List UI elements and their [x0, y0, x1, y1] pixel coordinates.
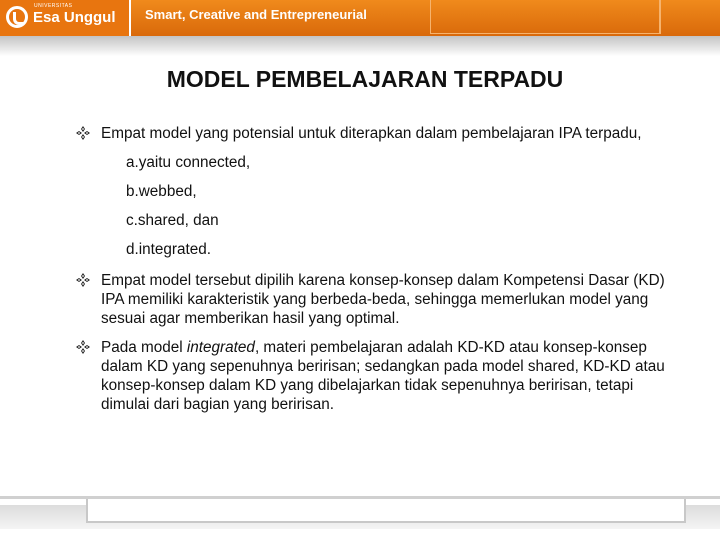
sub-item: b.webbed, [126, 183, 197, 200]
header-divider [129, 0, 131, 36]
logo-text: Esa Unggul [33, 9, 116, 26]
university-logo [0, 0, 130, 36]
sub-item: c.shared, dan [126, 212, 219, 229]
bullet-text-start: Pada model [101, 339, 187, 356]
diamond-bullet-icon [76, 273, 90, 287]
bullet-item [76, 338, 686, 414]
bullet-text-end: , materi pembelajaran adalah KD-KD atau konsep-konsep dalam KD yang sepenuhnya beririsan; sedangkan pada model shared, KD-KD atau konsep-konsep dalam KD yang dibelajarkan tidak sepenuhnya beririsan, tetapi dimulai dari bagian yang beririsan. [101, 339, 665, 413]
bullet-text-italic: integrated [186, 339, 255, 356]
header-decor-box [430, 0, 660, 34]
diamond-bullet-icon [76, 126, 90, 140]
sub-item: a.yaitu connected, [126, 154, 251, 171]
bullet-item [76, 124, 686, 259]
slide-content [76, 124, 686, 414]
slide-title: MODEL PEMBELAJARAN TERPADU [166, 66, 564, 92]
footer-bottom [0, 529, 720, 540]
diamond-bullet-icon [76, 340, 90, 354]
logo-emblem-icon [6, 6, 28, 28]
bullet-text: Empat model tersebut dipilih karena konsep-konsep dalam Kompetensi Dasar (KD) IPA memiliki karakteristik yang berbeda-beda, sehingga memerlukan model yang sesuai agar memberikan hasil yang optimal. [101, 272, 665, 327]
header-bar [0, 0, 720, 36]
footer-frame [86, 499, 686, 523]
sub-item: d.integrated. [126, 241, 212, 258]
header-decor-box-right [660, 0, 720, 34]
header-tagline: Smart, Creative and Entrepreneurial [145, 7, 367, 22]
logo-subtitle: UNIVERSITAS [34, 3, 73, 9]
header-shadow-strip [0, 36, 720, 56]
bullet-item [76, 271, 686, 328]
bullet-text: Empat model yang potensial untuk diterapkan dalam pembelajaran IPA terpadu, [101, 125, 642, 142]
